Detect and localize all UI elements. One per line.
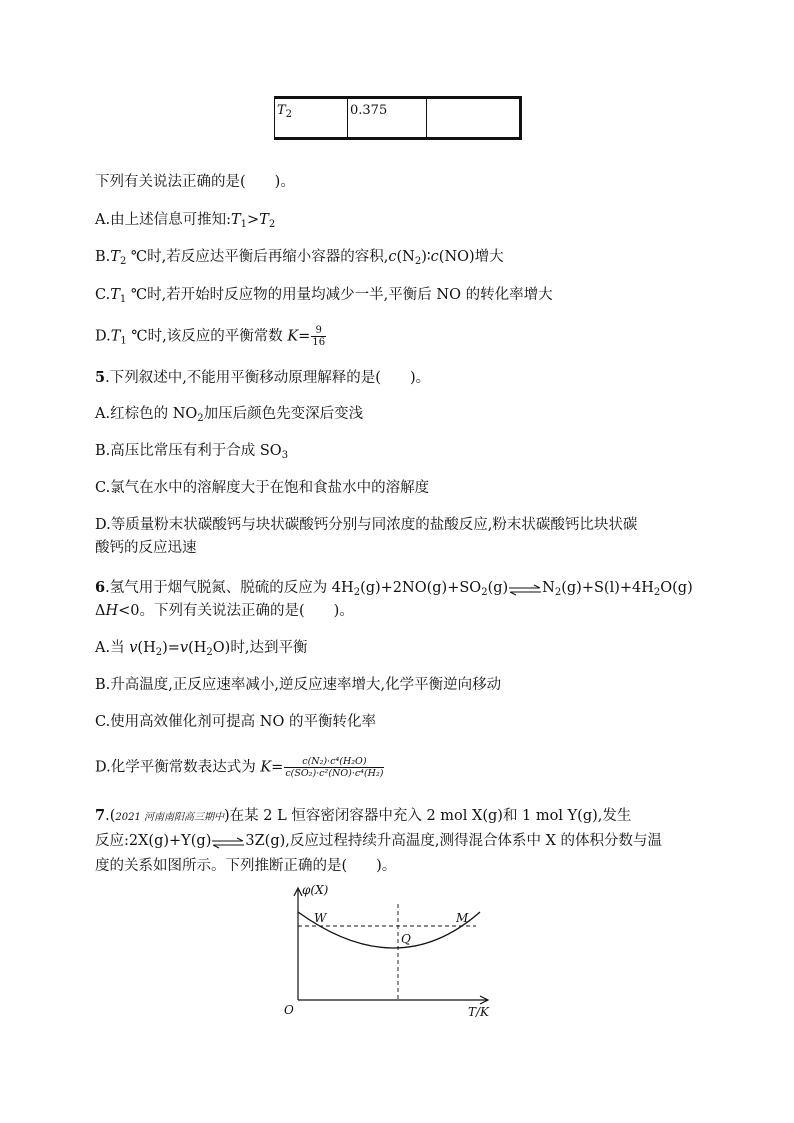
x-axis-label: T/K	[468, 1005, 490, 1019]
q6-option-b: B.升高温度,正反应速率减小,逆反应速率增大,化学平衡逆向移动	[95, 677, 502, 693]
q4-stem: 下列有关说法正确的是( )。	[95, 174, 295, 190]
q7-stem-line3: 度的关系如图所示。下列推断正确的是( )。	[95, 858, 397, 874]
data-table	[274, 96, 522, 140]
table-cell-blank	[427, 98, 521, 139]
phi-x-vs-temperature-chart	[270, 880, 510, 1020]
q5-stem: 5.下列叙述中,不能用平衡移动原理解释的是( )。	[95, 369, 431, 386]
q4-option-c: $C.T_1$ ℃时,若开始时反应物的用量均减少一半,平衡后 NO 的转化率增大	[95, 287, 553, 305]
q5-option-d-line1: D.等质量粉末状碳酸钙与块状碳酸钙分别与同浓度的盐酸反应,粉末状碳酸钙比块状碳	[95, 517, 638, 533]
table-cell-value: 0.375	[348, 98, 427, 139]
q6-option-c: C.使用高效催化剂可提高 NO 的平衡转化率	[95, 714, 376, 730]
table-row	[275, 98, 521, 139]
point-label-q: Q	[401, 932, 411, 946]
point-label-w: W	[314, 911, 327, 925]
point-label-m: M	[456, 911, 469, 925]
q4-option-d: $D.T_1$ ℃时,该反应的平衡常数 K= $\frac{9}{16}$	[95, 325, 326, 348]
q5-option-c: C.氯气在水中的溶解度大于在饱和食盐水中的溶解度	[95, 480, 430, 496]
q6-option-d: D.化学平衡常数表达式为 K= $\frac{\text{c(N₂)·c⁴(H₂O)}}{\text{c(SO₂)·c²(NO)·c⁴(H₂)}}$	[95, 756, 384, 779]
fraction-9-16: $\frac{9}{16}$	[312, 325, 326, 348]
y-axis-label: φ(X)	[302, 883, 329, 897]
equilibrium-arrow-icon	[211, 835, 245, 847]
source-label: 2021 河南南阳高三期中	[115, 812, 225, 823]
q6-stem-line2: ΔH<0。下列有关说法正确的是( )。	[95, 603, 354, 619]
q4-option-a: A.由上述信息可推知$:T_1>T_2$	[95, 212, 276, 230]
q5-option-d-line2: 酸钙的反应迅速	[95, 540, 197, 556]
q4-option-b: $B.T_2$ ℃时,若反应达平衡后再缩小容器的容积$,c(N_2)∶c(NO)$增大	[95, 249, 504, 267]
q5-option-b: B.高压比常压有利于合成 $SO_3$	[95, 443, 289, 461]
q6-stem-line1: 6.氢气用于烟气脱氮、脱硫的反应为 $4H_2(g)+2NO(g)+SO_2(g)$ $N_2(g)+S(l)+4H_2O(g)$	[95, 579, 693, 598]
origin-label: O	[284, 1003, 294, 1017]
q6-option-a: A.当 $v(H_2)=v(H_2O)$时,达到平衡	[95, 640, 308, 658]
equilibrium-arrow-icon	[508, 582, 542, 594]
table-cell-temp: $T_2$	[275, 98, 348, 139]
q7-stem-line2: 反应:2X(g)+Y(g) 3Z(g),反应过程持续升高温度,测得混合体系中 X 的体积分数与温	[95, 833, 663, 849]
q7-stem-line1: 7.(2021 河南南阳高三期中)在某 2 L 恒容密闭容器中充入 2 mol X(g)和 1 mol Y(g),发生	[95, 807, 632, 824]
q5-option-a: A.红棕色的 $NO_2$加压后颜色先变深后变浅	[95, 406, 364, 424]
equilibrium-constant-fraction: $\frac{\text{c(N₂)·c⁴(H₂O)}}{\text{c(SO₂)·c²(NO)·c⁴(H₂)}}$	[285, 756, 384, 779]
